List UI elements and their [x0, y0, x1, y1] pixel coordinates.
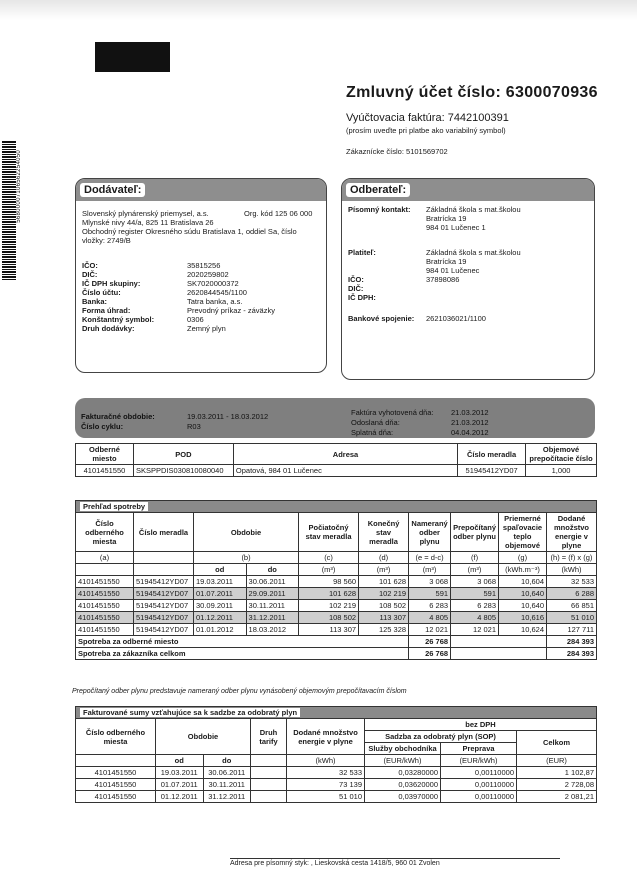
col-address: Adresa	[233, 444, 457, 465]
total-customer-kwh: 284 393	[547, 648, 597, 660]
contact-line: Základná škola s mat.školou	[426, 205, 521, 214]
table-row: 4101451550 51945412YD07 01.12.2011 31.12.2011 108 502 113 307 4 805 4 805 10,616 51 010	[76, 612, 597, 624]
inv-h-from: od	[156, 755, 204, 767]
supplier-details	[82, 261, 322, 333]
point-address: Opatová, 984 01 Lučenec	[233, 465, 457, 477]
supplier-box	[75, 178, 327, 373]
unit-start: (m³)	[299, 564, 359, 576]
col-meter: Číslo meradla	[458, 444, 526, 465]
consumption-table	[75, 500, 597, 660]
h-meter: Číslo meradla	[134, 513, 194, 552]
cycle-label: Číslo cyklu:	[81, 422, 124, 431]
customer-icdph-label: IČ DPH:	[348, 293, 376, 302]
inv-unit-kwh: (kWh)	[287, 755, 365, 767]
unit-measured: (m³)	[409, 564, 451, 576]
h-end: Konečný stav meradla	[359, 513, 409, 552]
invoiced-table	[75, 706, 597, 803]
billing-period-band	[75, 398, 595, 438]
inv-unit-service: (EUR/kWh)	[365, 755, 441, 767]
table-row: 4101451550 01.12.2011 31.12.2011 51 010 0,03970000 0,00110000 2 081,21	[76, 791, 597, 803]
col-conversion: Objemové prepočítacie číslo	[526, 444, 597, 465]
value-account: 2620844545/1100	[187, 288, 247, 297]
footer-address: Adresa pre písomný styk: , Lieskovská cesta 1418/5, 960 01 Zvolen	[230, 860, 440, 867]
consumption-point-table	[75, 443, 597, 477]
unit-end: (m³)	[359, 564, 409, 576]
supplier-address: Mlynské nivy 44/a, 825 11 Bratislava 26	[82, 218, 214, 227]
barcode	[2, 140, 16, 280]
h-point: Číslo odberného miesta	[76, 513, 134, 552]
h-converted: Prepočítaný odber plynu	[451, 513, 499, 552]
supplier-heading: Dodávateľ:	[80, 183, 145, 197]
value-delivery-type: Zemný plyn	[187, 324, 226, 333]
value-constant-symbol: 0306	[187, 315, 204, 324]
due-date: 04.04.2012	[451, 428, 489, 437]
issued-date: 21.03.2012	[451, 408, 489, 417]
meter-number: 51945412YD07	[458, 465, 526, 477]
invoice-note: (prosím uveďte pri platbe ako variabilný symbol)	[346, 126, 506, 135]
total-point-label: Spotreba za odberné miesto	[76, 636, 409, 648]
customer-number: Zákaznícke číslo: 5101569702	[346, 147, 448, 156]
table-row: 4101451550 51945412YD07 01.01.2012 18.03.2012 113 307 125 328 12 021 12 021 10,624 127 711	[76, 624, 597, 636]
label-payment-form: Forma úhrad:	[82, 306, 131, 315]
billing-period-label: Fakturačné obdobie:	[81, 412, 155, 421]
total-customer-label: Spotreba za zákazníka celkom	[76, 648, 409, 660]
invoiced-band-title: Fakturované sumy vzťahujúce sa k sadzbe za odobratý plyn	[80, 708, 300, 717]
code-d: (d)	[359, 552, 409, 564]
inv-h-energy: Dodané množstvo energie v plyne	[287, 719, 365, 755]
cycle-number: R03	[187, 422, 201, 431]
point-id: 4101451550	[76, 465, 134, 477]
due-label: Splatná dňa:	[351, 428, 394, 437]
unit-heat: (kWh.m⁻³)	[499, 564, 547, 576]
contact-line: 984 01 Lučenec 1	[426, 223, 486, 232]
code-b: (b)	[194, 552, 299, 564]
total-customer-row	[76, 648, 597, 660]
table-row: 4101451550 19.03.2011 30.06.2011 32 533 0,03280000 0,00110000 1 102,87	[76, 767, 597, 779]
code-a: (a)	[76, 552, 134, 564]
value-dic: 2020259802	[187, 270, 229, 279]
inv-h-service: Služby obchodníka	[365, 743, 441, 755]
scan-shadow	[0, 0, 637, 20]
supplier-register: Obchodný register Okresného súdu Bratislava 1, oddiel Sa, číslo	[82, 227, 297, 236]
label-account: Číslo účtu:	[82, 288, 121, 297]
payer-line: Základná škola s mat.školou	[426, 248, 521, 257]
customer-ico-label: IČO:	[348, 275, 364, 284]
inv-h-point: Číslo odberného miesta	[76, 719, 156, 755]
total-customer-m3: 26 768	[409, 648, 451, 660]
value-ico: 35815256	[187, 261, 221, 270]
payer-label: Platiteľ:	[348, 248, 376, 257]
label-constant-symbol: Konštantný symbol:	[82, 315, 155, 324]
footer-divider	[230, 858, 560, 859]
label-dic: DIČ:	[82, 270, 98, 279]
h-from: od	[194, 564, 247, 576]
inv-h-to: do	[203, 755, 251, 767]
inv-h-period: Obdobie	[156, 719, 251, 755]
label-ico: IČO:	[82, 261, 98, 270]
supplier-org-code: Org. kód 125 06 000	[244, 209, 313, 218]
inv-h-tariff: Druh tarify	[251, 719, 287, 755]
h-period: Obdobie	[194, 513, 299, 552]
inv-h-nodph: bez DPH	[365, 719, 597, 731]
billing-period: 19.03.2011 - 18.03.2012	[187, 412, 269, 421]
h-start: Počiatočný stav meradla	[299, 513, 359, 552]
issued-label: Faktúra vyhotovená dňa:	[351, 408, 434, 417]
invoice-number: Vyúčtovacia faktúra: 7442100391	[346, 112, 509, 124]
contact-line: Bratrícka 19	[426, 214, 467, 223]
table-row: 4101451550 51945412YD07 30.09.2011 30.11.2011 102 219 108 502 6 283 6 283 10,640 66 851	[76, 600, 597, 612]
contact-label: Písomný kontakt:	[348, 205, 411, 214]
h-energy: Dodané množstvo energie v plyne	[547, 513, 597, 552]
total-point-m3: 26 768	[409, 636, 451, 648]
table-row: 4101451550 51945412YD07 01.07.2011 29.09.2011 101 628 102 219 591 591 10,640 6 288	[76, 588, 597, 600]
h-measured: Nameraný odber plynu	[409, 513, 451, 552]
payer-line: 984 01 Lučenec	[426, 266, 480, 275]
customer-box	[341, 178, 595, 380]
customer-dic-label: DIČ:	[348, 284, 364, 293]
code-g: (g)	[499, 552, 547, 564]
code-h: (h) = (f) x (g)	[547, 552, 597, 564]
bank-label: Bankové spojenie:	[348, 314, 415, 323]
customer-ico: 37898086	[426, 275, 460, 284]
code-c: (c)	[299, 552, 359, 564]
table-row: 4101451550 51945412YD07 19.03.2011 30.06.2011 98 560 101 628 3 068 3 068 10,604 32 533	[76, 576, 597, 588]
label-icdph: IČ DPH skupiny:	[82, 279, 141, 288]
label-bank: Banka:	[82, 297, 108, 306]
invoiced-band	[76, 707, 597, 719]
sent-date: 21.03.2012	[451, 418, 489, 427]
consumption-band-title: Prehľad spotreby	[80, 502, 148, 511]
unit-energy: (kWh)	[547, 564, 597, 576]
col-pod: POD	[133, 444, 233, 465]
unit-converted: (m³)	[451, 564, 499, 576]
bank-account: 2621036021/1100	[426, 314, 486, 323]
label-delivery-type: Druh dodávky:	[82, 324, 135, 333]
consumption-band	[76, 501, 597, 513]
payer-line: Bratrícka 19	[426, 257, 467, 266]
barcode-number: 56800007106562254050	[16, 150, 22, 223]
h-to: do	[246, 564, 299, 576]
contract-account-title: Zmluvný účet číslo: 6300070936	[346, 84, 598, 101]
value-payment-form: Prevodný príkaz - záväzky	[187, 306, 275, 315]
supplier-register-2: vložky: 2749/B	[82, 236, 131, 245]
code-f: (f)	[451, 552, 499, 564]
table-row: 4101451550 01.07.2011 30.11.2011 73 139 0,03620000 0,00110000 2 728,08	[76, 779, 597, 791]
inv-h-rate: Sadzba za odobratý plyn (SOP)	[365, 731, 517, 743]
pod-code: SKSPPDIS030810080040	[133, 465, 233, 477]
customer-heading: Odberateľ:	[346, 183, 410, 197]
inv-unit-transport: (EUR/kWh)	[441, 755, 517, 767]
total-point-kwh: 284 393	[547, 636, 597, 648]
inv-h-transport: Preprava	[441, 743, 517, 755]
sent-label: Odoslaná dňa:	[351, 418, 400, 427]
redaction-block	[95, 42, 170, 72]
total-point-row	[76, 636, 597, 648]
consumption-footnote: Prepočítaný odber plynu predstavuje nameraný odber plynu vynásobený objemovým prepočítavacím číslom	[72, 688, 407, 695]
col-point: Odberné miesto	[76, 444, 134, 465]
conversion-factor: 1,000	[526, 465, 597, 477]
value-icdph: SK7020000372	[187, 279, 239, 288]
inv-h-total: Celkom	[517, 731, 597, 755]
value-bank: Tatra banka, a.s.	[187, 297, 243, 306]
code-e: (e = d-c)	[409, 552, 451, 564]
inv-unit-eur: (EUR)	[517, 755, 597, 767]
h-heat: Priemerné spaľovacie teplo objemové	[499, 513, 547, 552]
supplier-name: Slovenský plynárenský priemysel, a.s.	[82, 209, 209, 218]
